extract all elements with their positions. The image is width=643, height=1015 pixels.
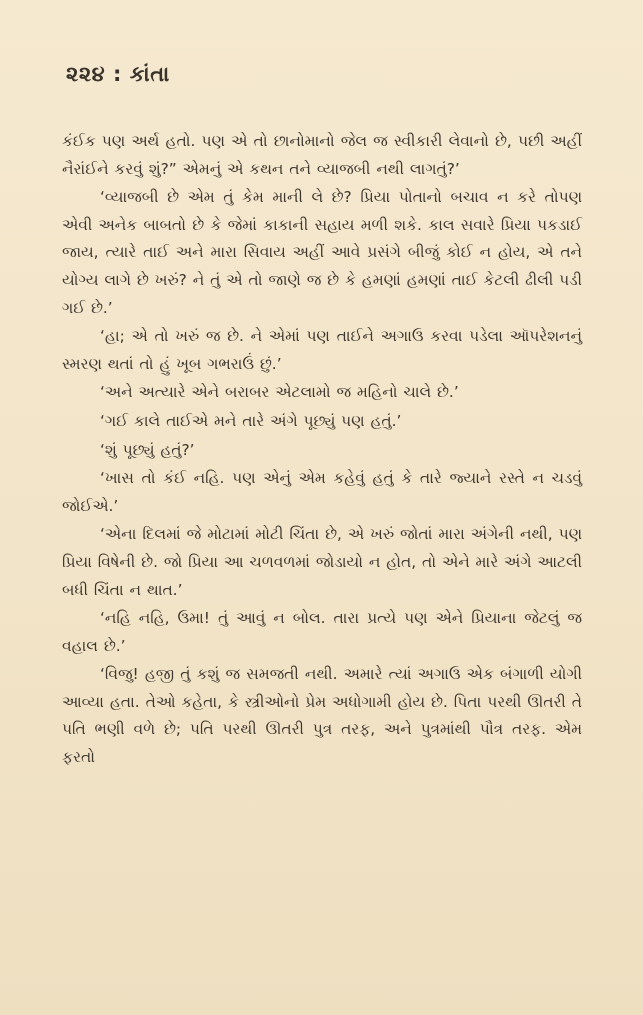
paragraph: ‘હા; એ તો ખરું જ છે. ને એમાં પણ તાઈને અગાઉ કરવા પડેલા ઑપરેશનનું સ્મરણ થતાં તો હું ખૂબ ગભરાઉં છું.’ — [62, 327, 582, 373]
paragraph: કંઈક પણ અર્થ હતો. પણ એ તો છાનોમાનો જેલ જ સ્વીકારી લેવાનો છે, પછી અહીં નૈરાંઈને કરવું શું?” એમનું એ કથન તને વ્યાજબી નથી લાગતું?’ — [62, 132, 582, 178]
paragraph: ‘વિજુ! હજી તું કશું જ સમજતી નથી. અમારે ત્યાં અગાઉ એક બંગાળી યોગી આવ્યા હતા. તેઓ કહેતા, કે સ્ત્રીઓનો પ્રેમ અધોગામી હોય છે. પિતા પરથી ઊતરી તે પતિ ભણી વળે છે; પતિ પરથી ઊતરી પુત્ર તરફ, અને પુત્રમાંથી પૌત્ર તરફ. એમ ફરતો — [62, 665, 582, 767]
head-separator: : — [113, 62, 122, 86]
paragraph: ‘ખાસ તો કંઈ નહિ. પણ એનું એમ કહેવું હતું કે તારે જ્યાને રસ્તે ન ચડવું જોઈએ.’ — [62, 469, 582, 515]
book-title: કાંતા — [129, 62, 170, 86]
paragraph: ‘ગઈ કાલે તાઈએ મને તારે અંગે પૂછ્યું પણ હતું.’ — [100, 411, 402, 430]
page-number: ૨૨૪ — [66, 62, 106, 86]
running-head — [66, 62, 170, 87]
paragraph: ‘અને અત્યારે એને બરાબર એટલામો જ મહિનો ચાલે છે.’ — [100, 383, 459, 402]
paragraph: ‘નહિ નહિ, ઉમા! તું આવું ન બોલ. તારા પ્રત્યે પણ એને પ્રિયાના જેટલું જ વહાલ છે.’ — [62, 609, 582, 655]
paragraph: ‘એના દિલમાં જે મોટામાં મોટી ચિંતા છે, એ ખરું જોતાં મારા અંગેની નથી, પણ પ્રિયા વિષેની છે. જો પ્રિયા આ ચળવળમાં જોડાયો ન હોત, તો એને મારે અંગે આટલી બધી ચિંતા ન થાત.’ — [62, 525, 582, 599]
paragraph: ‘શું પૂછ્યું હતું?’ — [100, 440, 195, 459]
body-text — [62, 128, 582, 773]
paragraph: ‘વ્યાજબી છે એમ તું કેમ માની લે છે? પ્રિયા પોતાનો બચાવ ન કરે તોપણ એવી અનેક બાબતો છે કે જેમાં કાકાની સહાય મળી શકે. કાલ સવારે પ્રિયા પકડાઈ જાય, ત્યારે તાઈ અને મારા સિવાય અહીં આવે પ્રસંગે બીજું કોઈ ન હોય, એ તને યોગ્ય લાગે છે ખરું? ને તું એ તો જાણે જ છે કે હમણાં હમણાં તાઈ કેટલી ઢીલી પડી ગઈ છે.’ — [62, 188, 582, 317]
